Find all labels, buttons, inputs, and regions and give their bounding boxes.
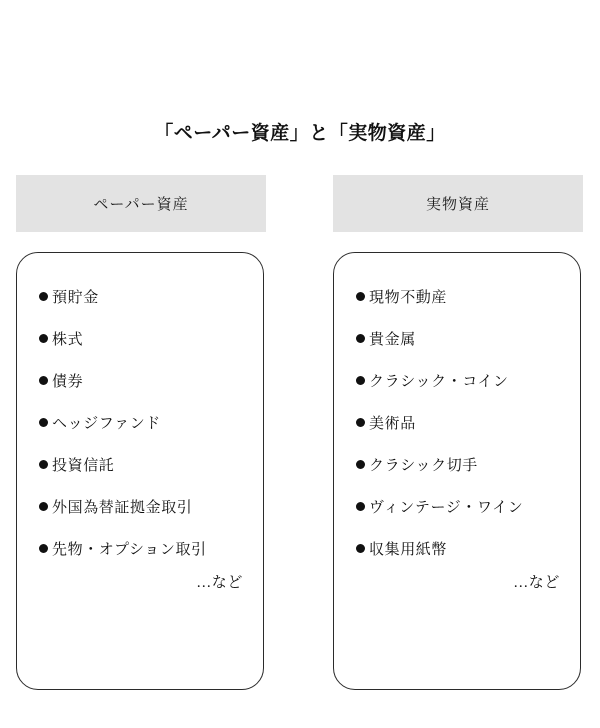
list-item-label: 現物不動産 <box>369 290 448 306</box>
list-item <box>39 501 263 516</box>
column-items-paper-assets <box>17 253 263 592</box>
list-item-label: クラシック・コイン <box>369 374 509 390</box>
list-item <box>356 459 580 474</box>
list-item <box>356 501 580 516</box>
bullet-icon <box>356 544 365 553</box>
list-item-label: 収集用紙幣 <box>369 542 448 558</box>
list-item-label: 貴金属 <box>369 332 416 348</box>
list-item-label: クラシック切手 <box>369 458 478 474</box>
bullet-icon <box>39 460 48 469</box>
bullet-icon <box>39 418 48 427</box>
column-body-paper-assets <box>16 252 264 690</box>
column-physical-assets <box>333 175 583 591</box>
bullet-icon <box>356 460 365 469</box>
list-item-label: 投資信託 <box>52 458 115 474</box>
list-item <box>39 291 263 306</box>
list-item <box>39 375 263 390</box>
list-item <box>356 543 580 558</box>
bullet-icon <box>356 502 365 511</box>
bullet-icon <box>356 376 365 385</box>
bullet-icon <box>39 292 48 301</box>
list-item-label: ヴィンテージ・ワイン <box>369 500 524 516</box>
column-header-paper-assets: ペーパー資産 <box>16 175 266 232</box>
column-paper-assets <box>16 175 266 591</box>
list-item <box>39 543 263 558</box>
page-title: 「ペーパー資産」と「実物資産」 <box>154 123 446 144</box>
list-item <box>356 375 580 390</box>
bullet-icon <box>39 376 48 385</box>
list-item-label: 美術品 <box>369 416 416 432</box>
list-item <box>39 459 263 474</box>
column-header-physical-assets: 実物資産 <box>333 175 583 232</box>
list-item-label: 債券 <box>52 374 84 390</box>
list-item-label: 先物・オプション取引 <box>52 542 207 558</box>
etc-label: …など <box>196 575 243 591</box>
list-item <box>39 417 263 432</box>
list-item <box>356 291 580 306</box>
etc-label: …など <box>513 575 560 591</box>
bullet-icon <box>356 292 365 301</box>
bullet-icon <box>356 418 365 427</box>
list-item <box>39 333 263 348</box>
column-items-physical-assets <box>334 253 580 592</box>
bullet-icon <box>39 544 48 553</box>
list-item-label: 預貯金 <box>52 290 99 306</box>
list-item-label: 外国為替証拠金取引 <box>52 500 193 516</box>
list-item <box>356 333 580 348</box>
list-item <box>356 417 580 432</box>
list-item-label: ヘッジファンド <box>52 416 161 432</box>
bullet-icon <box>39 334 48 343</box>
column-body-physical-assets <box>333 252 581 690</box>
list-item-label: 株式 <box>52 332 84 348</box>
bullet-icon <box>39 502 48 511</box>
columns-container <box>0 175 600 715</box>
bullet-icon <box>356 334 365 343</box>
